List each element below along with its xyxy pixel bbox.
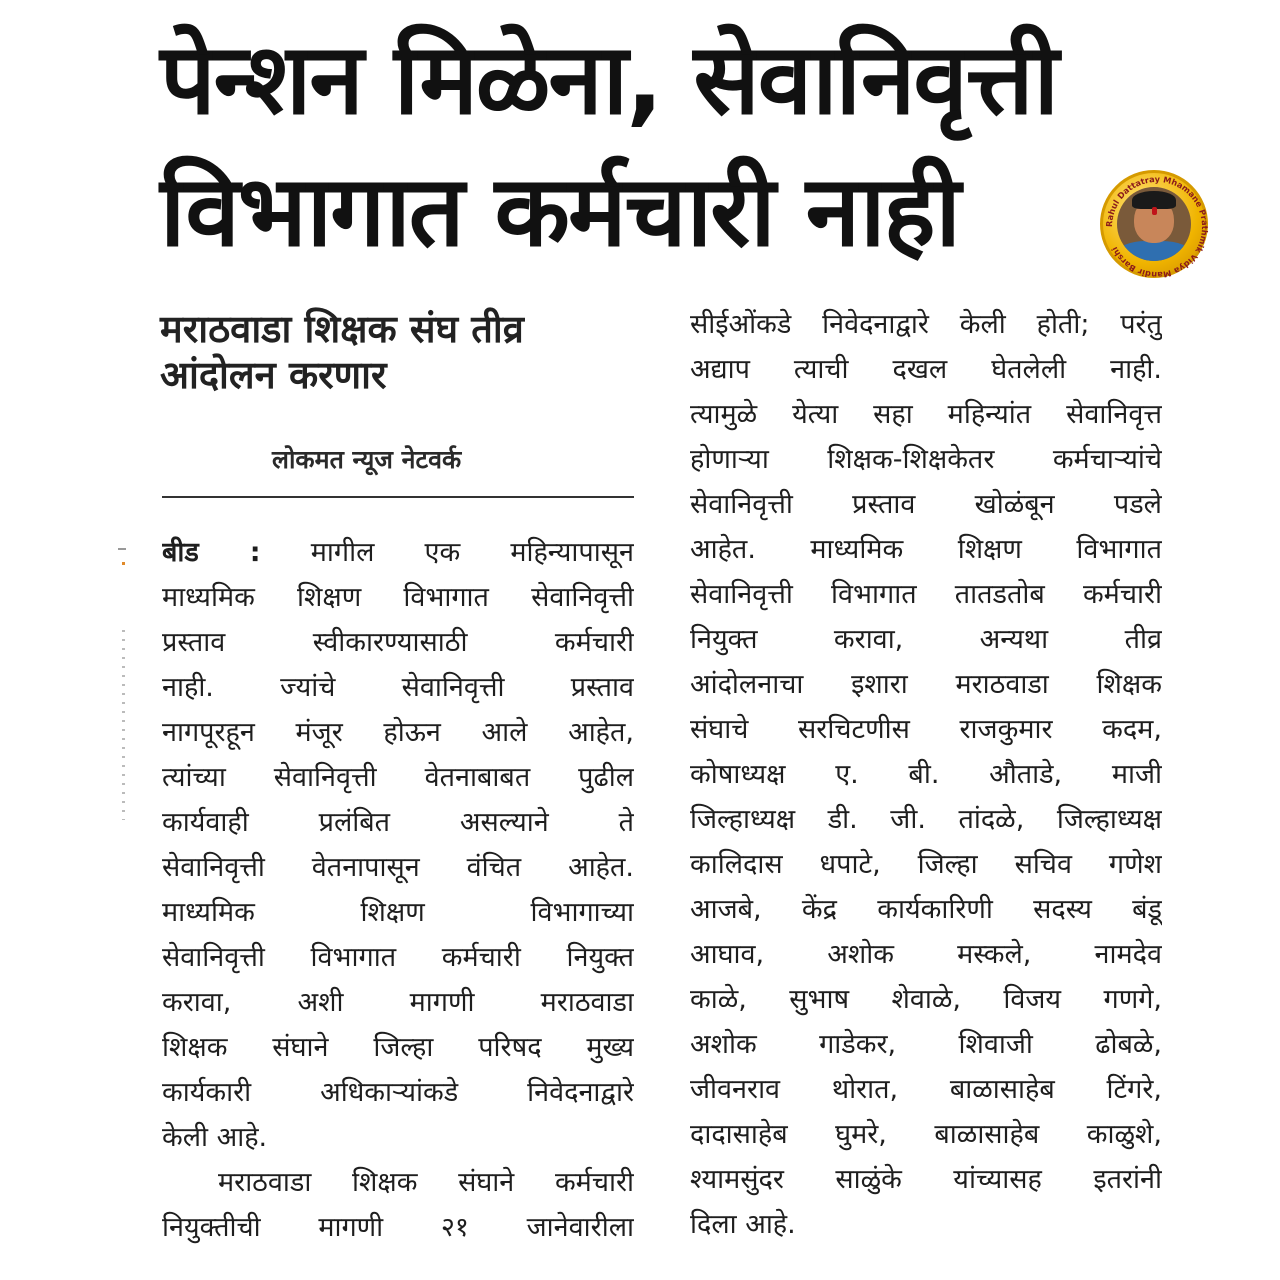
author-badge [1100,170,1211,281]
article-line: त्यामुळे येत्या सहा महिन्यांत सेवानिवृत्त [690,399,1162,430]
article-line: आहेत. माध्यमिक शिक्षण विभागात [690,534,1162,565]
article-line: नियुक्त करावा, अन्यथा तीव्र [690,624,1162,655]
badge-ring-label: Rahul Dattatray Mhamane Prathmik Vidya Mandir Barshi [1103,173,1211,281]
article-line: संघाचे सरचिटणीस राजकुमार कदम, [690,714,1162,745]
article-line: नाही. ज्यांचे सेवानिवृत्ती प्रस्ताव [162,672,634,703]
article-line: आजबे, केंद्र कार्यकारिणी सदस्य बंडू [690,894,1162,925]
headline-line-1: पेन्शन मिळेना, सेवानिवृत्ती [160,23,1057,137]
right-column [690,302,1162,1247]
article-line: आंदोलनाचा इशारा मराठवाडा शिक्षक [690,669,1162,700]
article-line: प्रस्ताव स्वीकारण्यासाठी कर्मचारी [162,627,634,658]
divider-rule [162,496,634,498]
article-line: माध्यमिक शिक्षण विभागात सेवानिवृत्ती [162,582,634,613]
article-line: सेवानिवृत्ती प्रस्ताव खोळंबून पडले [690,489,1162,520]
margin-mark [118,548,126,550]
article-line: अद्याप त्याची दखल घेतलेली नाही. [690,354,1162,385]
article-line: सेवानिवृत्ती वेतनापासून वंचित आहेत. [162,852,634,883]
article-line: नागपूरहून मंजूर होऊन आले आहेत, [162,717,634,748]
svg-text:Rahul Dattatray Mhamane Prathm [1104,174,1210,280]
article-line: माध्यमिक शिक्षण विभागाच्या [162,897,634,928]
article-line: कार्यकारी अधिकाऱ्यांकडे निवेदनाद्वारे [162,1077,634,1108]
article-line: सेवानिवृत्ती विभागात कर्मचारी नियुक्त [162,942,634,973]
article-line: बीड : मागील एक महिन्यापासून [162,537,634,568]
article-line: श्यामसुंदर साळुंके यांच्यासह इतरांनी [690,1164,1162,1195]
margin-dot [122,562,125,565]
left-column [162,530,634,1250]
article-line: कार्यवाही प्रलंबित असल्याने ते [162,807,634,838]
article-line: मराठवाडा शिक्षक संघाने कर्मचारी [218,1167,634,1198]
article-line: काळे, सुभाष शेवाळे, विजय गणगे, [690,984,1162,1015]
article-line: शिक्षक संघाने जिल्हा परिषद मुख्य [162,1032,634,1063]
article-line: कोषाध्यक्ष ए. बी. औताडे, माजी [690,759,1162,790]
article-line: सेवानिवृत्ती विभागात तातडतोब कर्मचारी [690,579,1162,610]
subheadline-line-2: आंदोलन करणार [160,353,387,397]
article-line: होणाऱ्या शिक्षक-शिक्षकेतर कर्मचाऱ्यांचे [690,444,1162,475]
byline: लोकमत न्यूज नेटवर्क [272,445,462,474]
subheadline [160,306,640,398]
article-line: करावा, अशी मागणी मराठवाडा [162,987,634,1018]
article-line: जीवनराव थोरात, बाळासाहेब टिंगरे, [690,1074,1162,1105]
badge-ring-text [1103,173,1211,281]
article-line: त्यांच्या सेवानिवृत्ती वेतनाबाबत पुढील [162,762,634,793]
headline [160,14,1160,278]
article-line: आघाव, अशोक मस्कले, नामदेव [690,939,1162,970]
article-line: दिला आहे. [690,1209,796,1240]
headline-line-2: विभागात कर्मचारी नाही [160,155,959,269]
subheadline-line-1: मराठवाडा शिक्षक संघ तीव्र [160,307,524,351]
dateline: बीड : [162,537,261,568]
article-line: कालिदास धपाटे, जिल्हा सचिव गणेश [690,849,1162,880]
margin-ticks [122,630,125,820]
article-line: जिल्हाध्यक्ष डी. जी. तांदळे, जिल्हाध्यक्ष [690,804,1162,835]
article-line: सीईओंकडे निवेदनाद्वारे केली होती; परंतु [690,309,1162,340]
article-line: अशोक गाडेकर, शिवाजी ढोबळे, [690,1029,1162,1060]
article-line: केली आहे. [162,1122,268,1153]
article-line: दादासाहेब घुमरे, बाळासाहेब काळुशे, [690,1119,1162,1150]
article-line: नियुक्तीची मागणी २१ जानेवारीला [162,1212,634,1243]
